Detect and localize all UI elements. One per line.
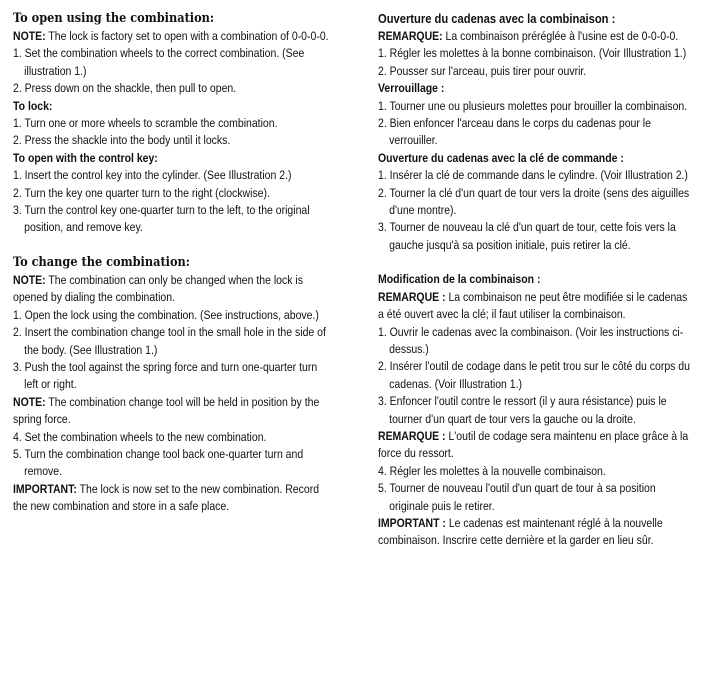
- note-label: NOTE:: [13, 29, 46, 43]
- change-steps-list-b-fr: [378, 463, 692, 515]
- change-note-2: [13, 394, 331, 429]
- important-text: The lock is now set to the new combination. Record the new combination and store in a safe place.: [13, 481, 320, 514]
- control-key-heading-fr: Ouverture du cadenas avec la clé de commande :: [378, 150, 624, 165]
- list-item: 2. Insert the combination change tool in the small hole in the side of the body. (See Illustration 1.): [13, 325, 326, 357]
- open-steps-list: [13, 45, 331, 97]
- lock-heading: To lock:: [13, 98, 53, 113]
- note-text: The combination change tool will be held in position by the spring force.: [13, 394, 320, 427]
- french-text-block: [378, 10, 692, 550]
- change-combination-heading: To change the combination:: [13, 254, 190, 270]
- list-item: 1. Régler les molettes à la bonne combinaison. (Voir Illustration 1.): [378, 46, 687, 61]
- important-label: IMPORTANT :: [378, 515, 446, 530]
- note-label: NOTE:: [13, 272, 46, 287]
- open-note: [13, 28, 331, 45]
- open-note-fr: [378, 28, 692, 45]
- change-note-2-fr: [378, 428, 692, 463]
- note-text: La combinaison préréglée à l'usine est de 0-0-0-0.: [445, 29, 679, 43]
- note-label: REMARQUE :: [378, 289, 446, 304]
- list-item: 1. Open the lock using the combination. (See instructions, above.): [13, 307, 319, 322]
- list-item: 2. Press the shackle into the body until it locks.: [13, 133, 231, 148]
- important-label: IMPORTANT:: [13, 481, 77, 496]
- list-item: 1. Tourner une ou plusieurs molettes pour brouiller la combinaison.: [378, 98, 688, 113]
- list-item: 1. Ouvrir le cadenas avec la combinaison. (Voir les instructions ci-dessus.): [378, 324, 684, 356]
- list-item: 5. Tourner de nouveau l'outil d'un quart de tour à sa position originale puis le retirer.: [378, 481, 656, 513]
- list-item: 5. Turn the combination change tool back one-quarter turn and remove.: [13, 446, 304, 479]
- important-note: [13, 481, 331, 516]
- list-item: 3. Enfoncer l'outil contre le ressort (il y aura résistance) puis le tourner d'un quart de tour vers la gauche ou la droite.: [378, 394, 667, 426]
- change-steps-list-a: [13, 307, 331, 394]
- list-item: 2. Insérer l'outil de codage dans le petit trou sur le côté du corps du cadenas. (Voir Illustration 1.): [378, 359, 690, 391]
- list-item: 1. Turn one or more wheels to scramble the combination.: [13, 116, 278, 131]
- note-text: The lock is factory set to open with a combination of 0-0-0-0.: [48, 29, 329, 43]
- open-steps-list-fr: [378, 45, 692, 80]
- open-combination-heading: To open using the combination:: [13, 11, 215, 26]
- section-spacer: [378, 254, 692, 271]
- list-item: 4. Set the combination wheels to the new combination.: [13, 429, 267, 444]
- note-text: L'outil de codage sera maintenu en place grâce à la force du ressort.: [378, 428, 689, 461]
- change-note-fr: [378, 289, 692, 324]
- lock-heading-fr: Verrouillage :: [378, 81, 445, 96]
- change-note: [13, 272, 331, 307]
- list-item: 2. Tourner la clé d'un quart de tour vers la droite (sens des aiguilles d'une montre).: [378, 185, 690, 218]
- lock-steps-list: [13, 115, 331, 150]
- change-steps-list-a-fr: [378, 324, 692, 428]
- list-item: 3. Push the tool against the spring force and turn one-quarter turn left or right.: [13, 359, 318, 392]
- lock-steps-list-fr: [378, 98, 692, 150]
- english-column: [13, 10, 335, 516]
- section-spacer: [13, 237, 331, 254]
- list-item: 1. Set the combination wheels to the correct combination. (See illustration 1.): [13, 46, 305, 78]
- change-combination-heading-fr: Modification de la combinaison :: [378, 272, 541, 287]
- control-key-heading: To open with the control key:: [13, 150, 158, 165]
- change-steps-list-b: [13, 429, 331, 481]
- french-column: [378, 10, 696, 550]
- list-item: 2. Pousser sur l'arceau, puis tirer pour ouvrir.: [378, 63, 587, 78]
- important-note-fr: [378, 515, 692, 550]
- important-text: Le cadenas est maintenant réglé à la nouvelle combinaison. Inscrire cette dernière et la garder en lieu sûr.: [378, 515, 663, 548]
- note-label: REMARQUE:: [378, 29, 443, 43]
- list-item: 4. Régler les molettes à la nouvelle combinaison.: [378, 463, 606, 478]
- list-item: 2. Press down on the shackle, then pull to open.: [13, 81, 237, 96]
- list-item: 3. Tourner de nouveau la clé d'un quart de tour, cette fois vers la gauche jusqu'à sa position initiale, puis retirer la clé.: [378, 220, 676, 252]
- note-label: NOTE:: [13, 394, 46, 409]
- list-item: 2. Bien enfoncer l'arceau dans le corps du cadenas pour le verrouiller.: [378, 116, 651, 148]
- note-text: La combinaison ne peut être modifiée si le cadenas a été ouvert avec la clé; il faut utiliser la combinaison.: [378, 289, 688, 322]
- list-item: 1. Insérer la clé de commande dans le cylindre. (Voir Illustration 2.): [378, 168, 688, 183]
- open-combination-heading-fr: Ouverture du cadenas avec la combinaison :: [378, 11, 616, 26]
- list-item: 3. Turn the control key one-quarter turn to the left, to the original position, and remove key.: [13, 203, 310, 235]
- list-item: 2. Turn the key one quarter turn to the right (clockwise).: [13, 185, 270, 200]
- control-key-steps-list-fr: [378, 167, 692, 254]
- note-label: REMARQUE :: [378, 428, 446, 443]
- list-item: 1. Insert the control key into the cylinder. (See Illustration 2.): [13, 168, 292, 183]
- note-text: The combination can only be changed when the lock is opened by dialing the combination.: [13, 272, 303, 305]
- control-key-steps-list: [13, 167, 331, 237]
- english-text-block: [13, 10, 331, 516]
